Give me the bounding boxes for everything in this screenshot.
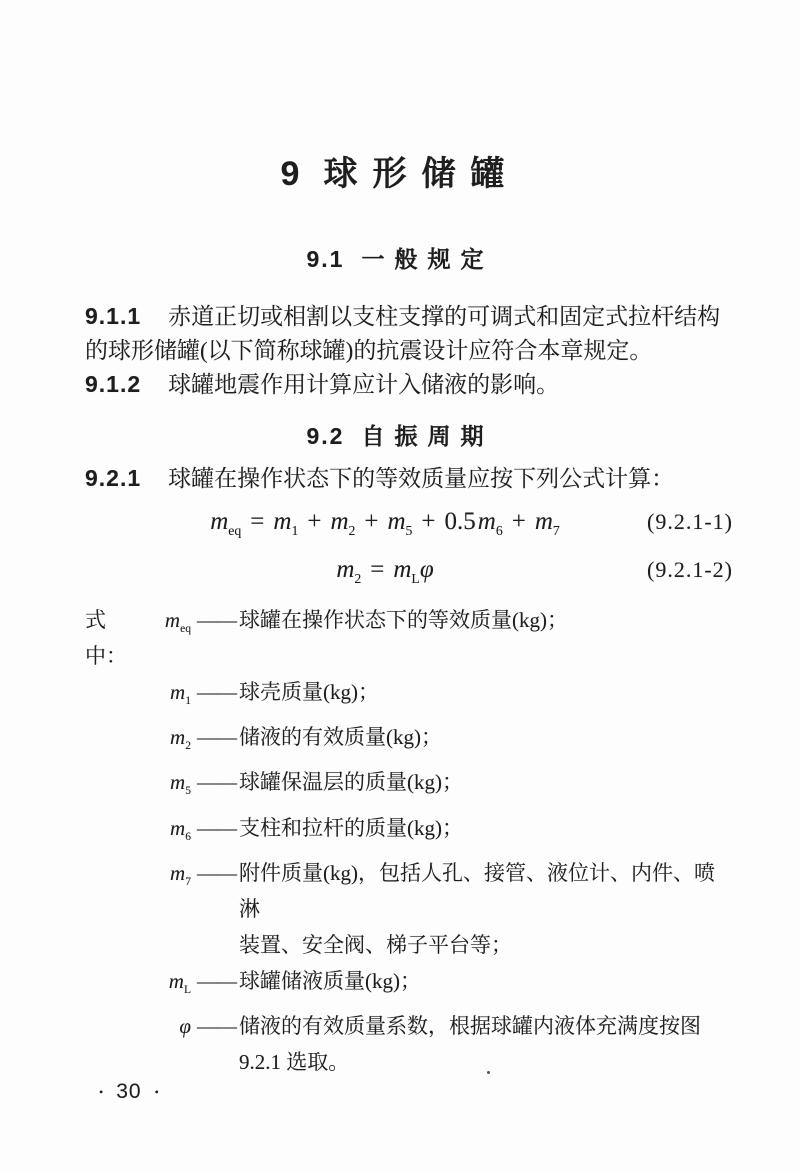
definition-row-m5: [85, 764, 735, 809]
definition-dash: ——: [197, 680, 235, 704]
footer-bullet: •: [154, 1085, 159, 1099]
definition-description: 球罐储液质量(kg)；: [239, 968, 421, 993]
definition-description: 储液的有效质量(kg)；: [239, 725, 442, 750]
definition-dash: ——: [197, 770, 235, 795]
paragraph-9-2-1: [85, 461, 735, 496]
section-heading-9-1: [0, 241, 800, 274]
definition-description: 球罐保温层的质量(kg)；: [239, 770, 463, 795]
footer-bullet: •: [99, 1085, 104, 1099]
formula-number: (9.2.1-1): [647, 509, 733, 534]
definition-row-meq: [85, 602, 735, 674]
definition-symbol: $m_6$: [170, 815, 191, 843]
definitions-list: [85, 602, 735, 1080]
definition-row-mL: [85, 963, 735, 1008]
definition-description: 球罐在操作状态下的等效质量(kg)；: [239, 608, 568, 632]
definitions-prefix: 式中：: [85, 608, 127, 668]
chapter-number: 9: [280, 155, 300, 193]
definition-description: 球壳质量(kg)；: [239, 680, 379, 704]
definition-row-phi: [85, 1008, 735, 1080]
definition-symbol: $m_L$: [168, 968, 191, 996]
section-number: 9.2: [306, 423, 345, 449]
chapter-title-text: 球形储罐: [323, 155, 520, 193]
definition-symbol: $m_2$: [170, 725, 191, 753]
formula-math: $m_{eq} = m_1 + m_2 + m_5 + 0.5m_6 + m_7$: [210, 508, 560, 538]
formula-9-2-1-1: [85, 508, 733, 539]
definition-dash: ——: [197, 968, 235, 993]
definition-row-m1: [85, 674, 735, 719]
definition-dash: ——: [197, 725, 235, 750]
section-title: 一般规定: [361, 246, 494, 272]
page-number: 30: [116, 1080, 142, 1103]
definition-dash: ——: [197, 608, 235, 632]
section-heading-9-2: [0, 418, 800, 451]
definition-dash: ——: [197, 1013, 235, 1038]
section-title: 自振周期: [361, 423, 494, 449]
section-number: 9.1: [306, 246, 345, 272]
paragraph-label: 9.1.1: [85, 303, 142, 329]
paragraph-label: 9.2.1: [85, 465, 142, 491]
definition-symbol: $m_{eq}$: [164, 608, 191, 636]
definition-description: 附件质量(kg)，包括人孔、接管、液位计、内件、喷淋 装置、安全阀、梯子平台等；: [239, 860, 715, 957]
definition-symbol: $m_1$: [170, 680, 191, 708]
scan-artifact-dot: [487, 1071, 490, 1074]
paragraph-9-1-2: [85, 367, 735, 402]
definition-row-m7: [85, 855, 735, 963]
paragraph-line: 赤道正切或相割以支柱支撑的可调式和固定式拉杆结构: [168, 304, 721, 329]
definition-dash: ——: [197, 815, 235, 840]
definition-symbol: φ: [179, 1013, 191, 1038]
paragraph-line: 球罐地震作用计算应计入储液的影响。: [168, 372, 560, 397]
definition-dash: ——: [197, 860, 235, 885]
formula-number: (9.2.1-2): [647, 557, 733, 582]
chapter-title: [0, 146, 800, 195]
paragraph-9-1-1: [85, 299, 735, 368]
formula-9-2-1-2: [85, 556, 733, 587]
paragraph-label: 9.1.2: [85, 371, 142, 397]
paragraph-line: 的球形储罐(以下简称球罐)的抗震设计应符合本章规定。: [85, 338, 653, 363]
page-footer: [99, 1080, 159, 1104]
paragraph-line: 球罐在操作状态下的等效质量应按下列公式计算：: [168, 466, 675, 491]
definition-description: 支柱和拉杆的质量(kg)；: [239, 815, 463, 840]
formula-math: $m_2 = m_L\varphi$: [336, 556, 434, 586]
definition-description: 储液的有效质量系数，根据球罐内液体充满度按图 9.2.1 选取。: [239, 1013, 701, 1074]
definition-row-m2: [85, 719, 735, 764]
definition-symbol: $m_7$: [170, 860, 191, 888]
definition-symbol: $m_5$: [170, 770, 191, 798]
definition-row-m6: [85, 810, 735, 855]
